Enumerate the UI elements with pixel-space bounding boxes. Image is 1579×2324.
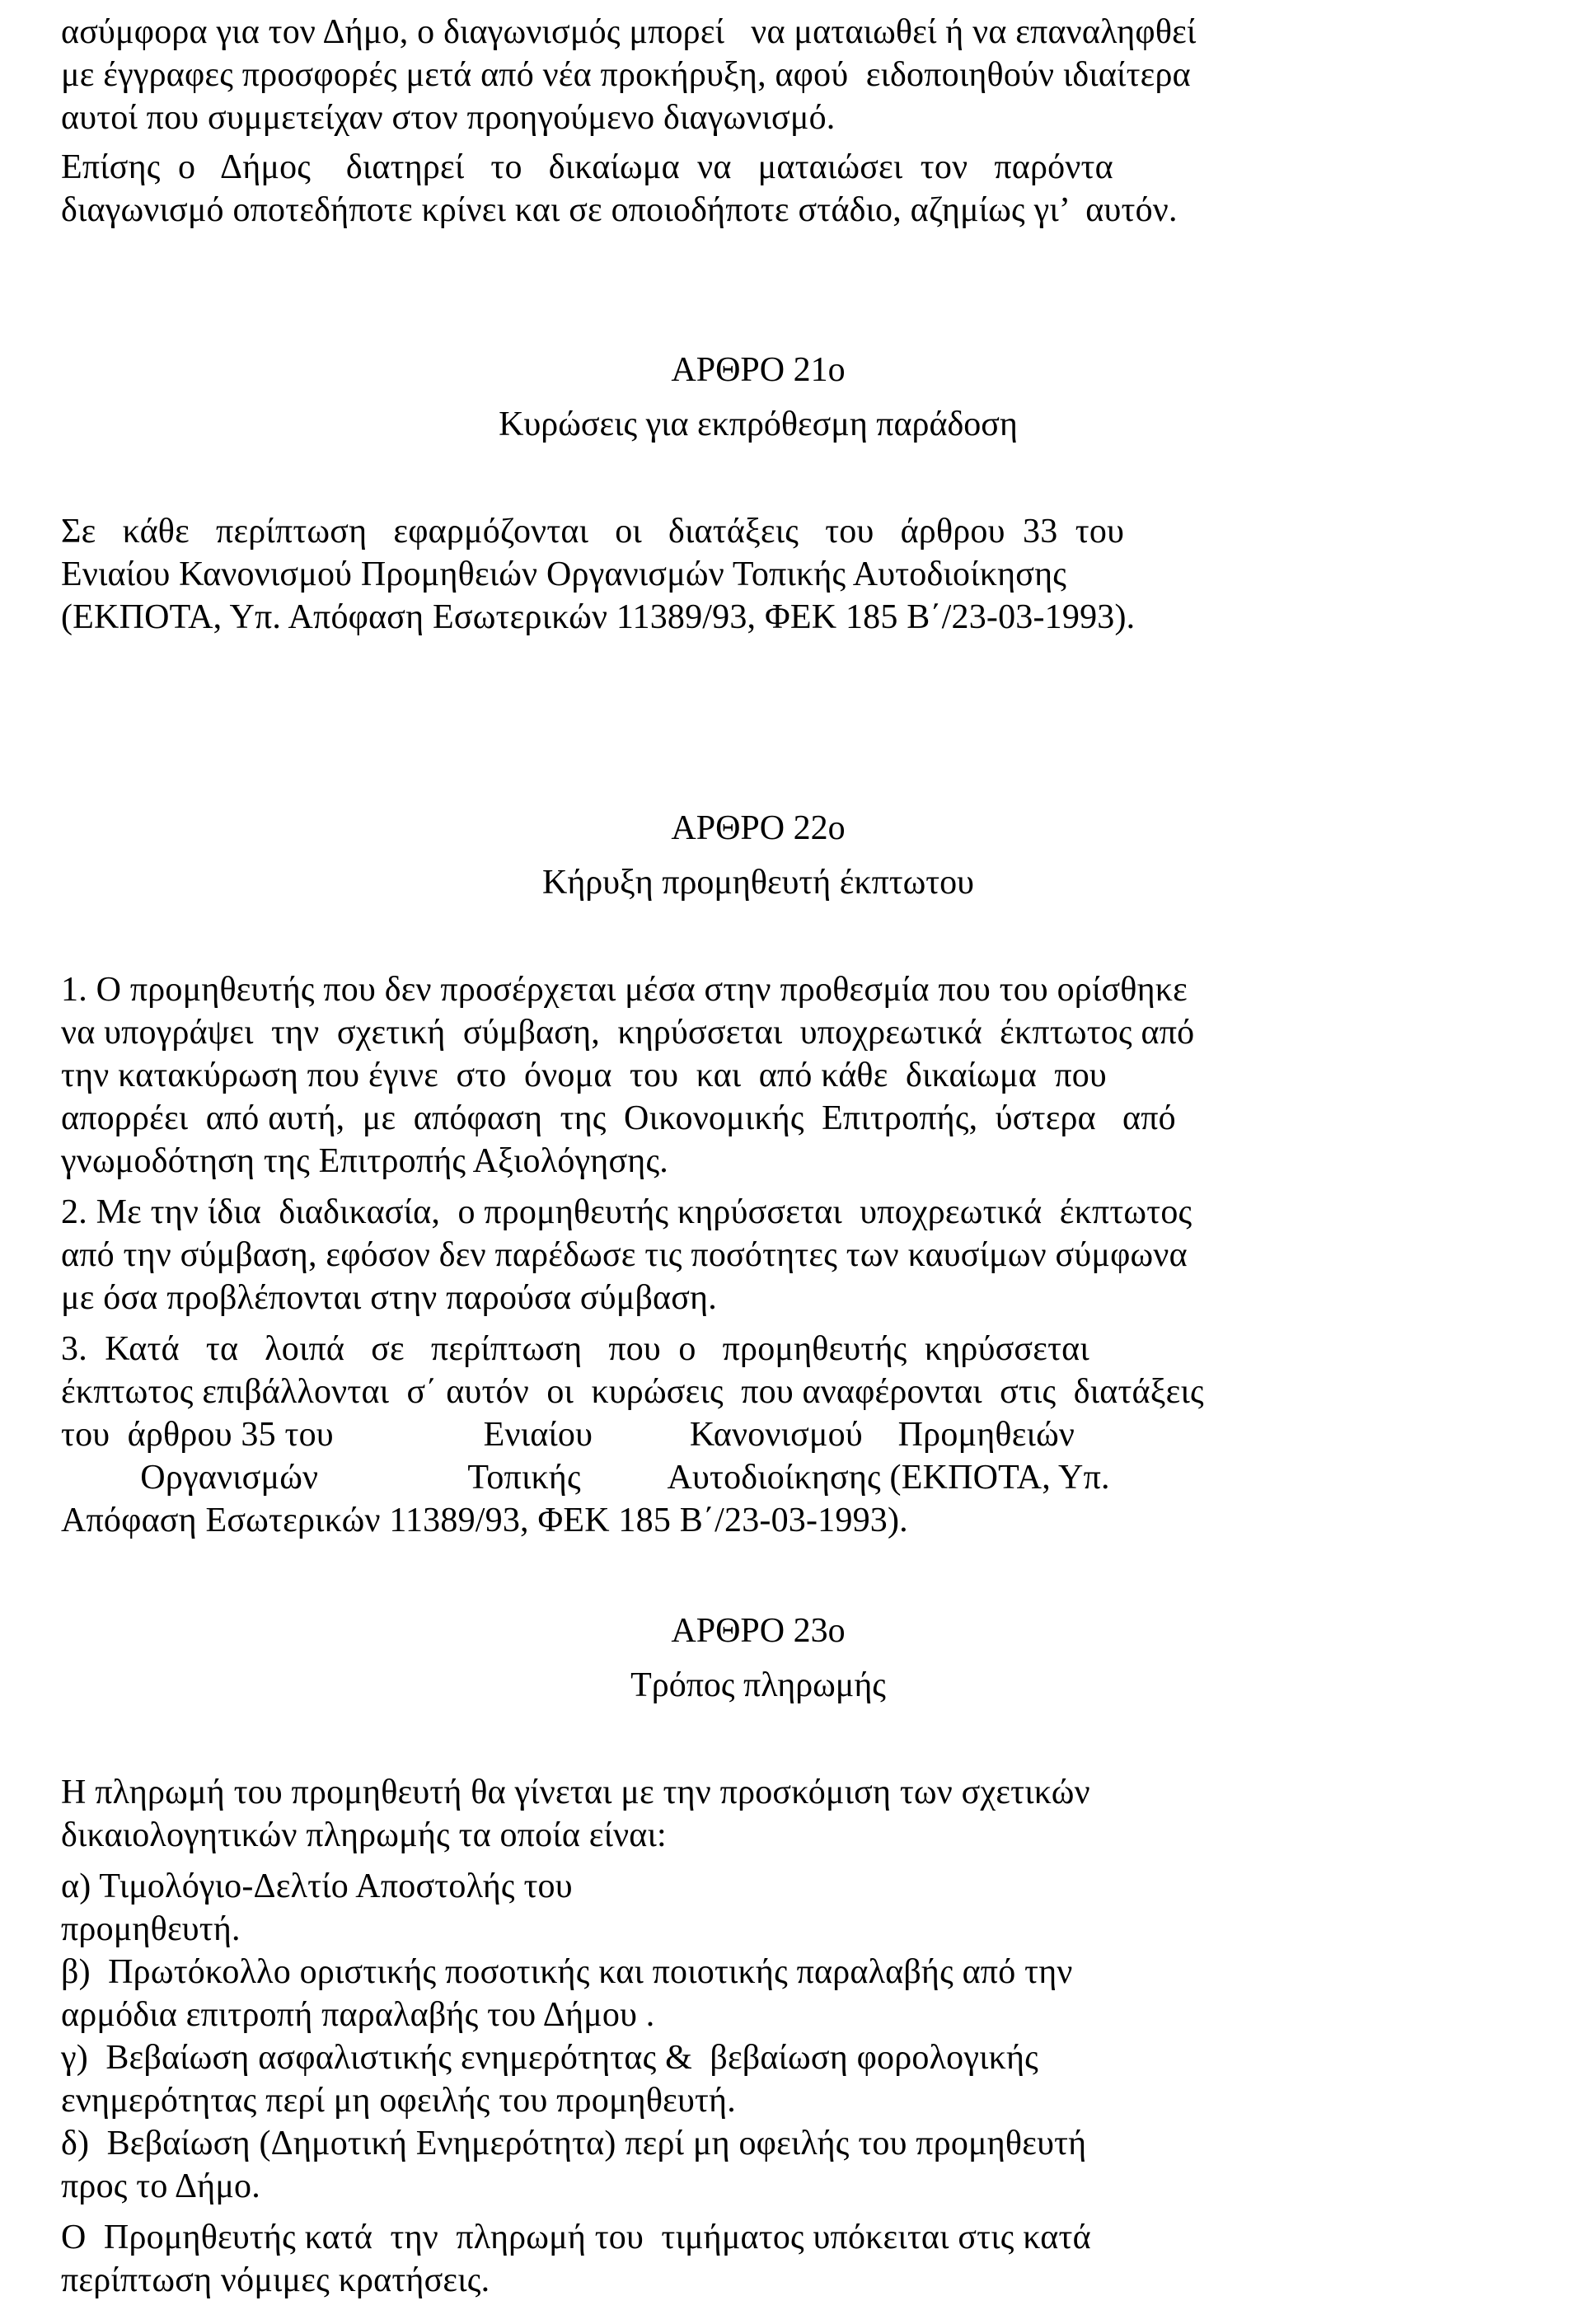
article-23-line: αρμόδια επιτροπή παραλαβής του Δήμου .: [61, 1996, 655, 2034]
article-22-line: 3. Κατά τα λοιπά σε περίπτωση που ο προμηθευτής κηρύσσεται: [61, 1330, 1089, 1368]
article-22-line: με όσα προβλέπονται στην παρούσα σύμβαση.: [61, 1279, 717, 1317]
article-23-number: ΑΡΘΡΟ 23ο: [671, 1612, 846, 1650]
intro-line: αυτοί που συμμετείχαν στον προηγούμενο διαγωνισμό.: [61, 99, 836, 137]
article-22-line: 2. Με την ίδια διαδικασία, ο προμηθευτής κηρύσσεται υποχρεωτικά έκπτωτος: [61, 1193, 1192, 1231]
article-23-line: προμηθευτή.: [61, 1910, 241, 1948]
article-22-line: 1. Ο προμηθευτής που δεν προσέρχεται μέσα στην προθεσμία που του ορίσθηκε: [61, 971, 1188, 1009]
article-21-line: (ΕΚΠΟΤΑ, Υπ. Απόφαση Εσωτερικών 11389/93, ΦΕΚ 185 Β΄/23-03-1993).: [61, 598, 1136, 636]
article-23-line: προς το Δήμο.: [61, 2167, 260, 2205]
intro-line: ασύμφορα για τον Δήμο, ο διαγωνισμός μπορεί να ματαιωθεί ή να επαναληφθεί: [61, 13, 1197, 51]
article-22-line: απορρέει από αυτή, με απόφαση της Οικονομικής Επιτροπής, ύστερα από: [61, 1099, 1176, 1137]
article-23-line: Ο Προμηθευτής κατά την πληρωμή του τιμήματος υπόκειται στις κατά: [61, 2219, 1091, 2256]
article-22-title: Κήρυξη προμηθευτή έκπτωτου: [542, 864, 974, 902]
article-21-title: Κυρώσεις για εκπρόθεσμη παράδοση: [499, 405, 1018, 443]
article-23-line: περίπτωση νόμιμες κρατήσεις.: [61, 2261, 490, 2299]
article-21-number: ΑΡΘΡΟ 21ο: [671, 351, 846, 389]
article-23-line: δικαιολογητικών πληρωμής τα οποία είναι:: [61, 1816, 667, 1854]
article-23-title: Τρόπος πληρωμής: [630, 1666, 886, 1704]
intro-line: Επίσης ο Δήμος διατηρεί το δικαίωμα να ματαιώσει τον παρόντα: [61, 148, 1113, 186]
article-22-line: γνωμοδότηση της Επιτροπής Αξιολόγησης.: [61, 1142, 668, 1180]
article-22-line: την κατακύρωση που έγινε στο όνομα του και από κάθε δικαίωμα που: [61, 1057, 1107, 1094]
article-22-line: του άρθρου 35 του Ενιαίου Κανονισμού Προμηθειών: [61, 1416, 1075, 1454]
intro-line: με έγγραφες προσφορές μετά από νέα προκήρυξη, αφού ειδοποιηθούν ιδιαίτερα: [61, 56, 1191, 94]
article-22-line: Οργανισμών Τοπικής Αυτοδιοίκησης (ΕΚΠΟΤΑ, Υπ.: [61, 1459, 1110, 1497]
intro-line: διαγωνισμό οποτεδήποτε κρίνει και σε οποιοδήποτε στάδιο, αζημίως γι’ αυτόν.: [61, 191, 1178, 229]
article-23-line: δ) Βεβαίωση (Δημοτική Ενημερότητα) περί μη οφειλής του προμηθευτή: [61, 2125, 1087, 2162]
article-22-number: ΑΡΘΡΟ 22ο: [671, 809, 846, 847]
article-21-line: Σε κάθε περίπτωση εφαρμόζονται οι διατάξεις του άρθρου 33 του: [61, 513, 1125, 551]
article-22-line: από την σύμβαση, εφόσον δεν παρέδωσε τις ποσότητες των καυσίμων σύμφωνα: [61, 1236, 1188, 1274]
article-23-line: γ) Βεβαίωση ασφαλιστικής ενημερότητας & βεβαίωση φορολογικής: [61, 2039, 1038, 2077]
article-23-line: Η πληρωμή του προμηθευτή θα γίνεται με την προσκόμιση των σχετικών: [61, 1773, 1090, 1811]
article-23-line: ενημερότητας περί μη οφειλής του προμηθευτή.: [61, 2082, 736, 2120]
article-22-line: Απόφαση Εσωτερικών 11389/93, ΦΕΚ 185 Β΄/23-03-1993).: [61, 1502, 908, 1539]
article-23-line: α) Τιμολόγιο-Δελτίο Αποστολής του: [61, 1867, 573, 1905]
article-22-line: να υπογράψει την σχετική σύμβαση, κηρύσσεται υποχρεωτικά έκπτωτος από: [61, 1014, 1195, 1052]
article-21-line: Ενιαίου Κανονισμού Προμηθειών Οργανισμών Τοπικής Αυτοδιοίκησης: [61, 555, 1067, 593]
article-22-line: έκπτωτος επιβάλλονται σ΄ αυτόν οι κυρώσεις που αναφέρονται στις διατάξεις: [61, 1373, 1204, 1411]
article-23-line: β) Πρωτόκολλο οριστικής ποσοτικής και ποιοτικής παραλαβής από την: [61, 1953, 1073, 1991]
